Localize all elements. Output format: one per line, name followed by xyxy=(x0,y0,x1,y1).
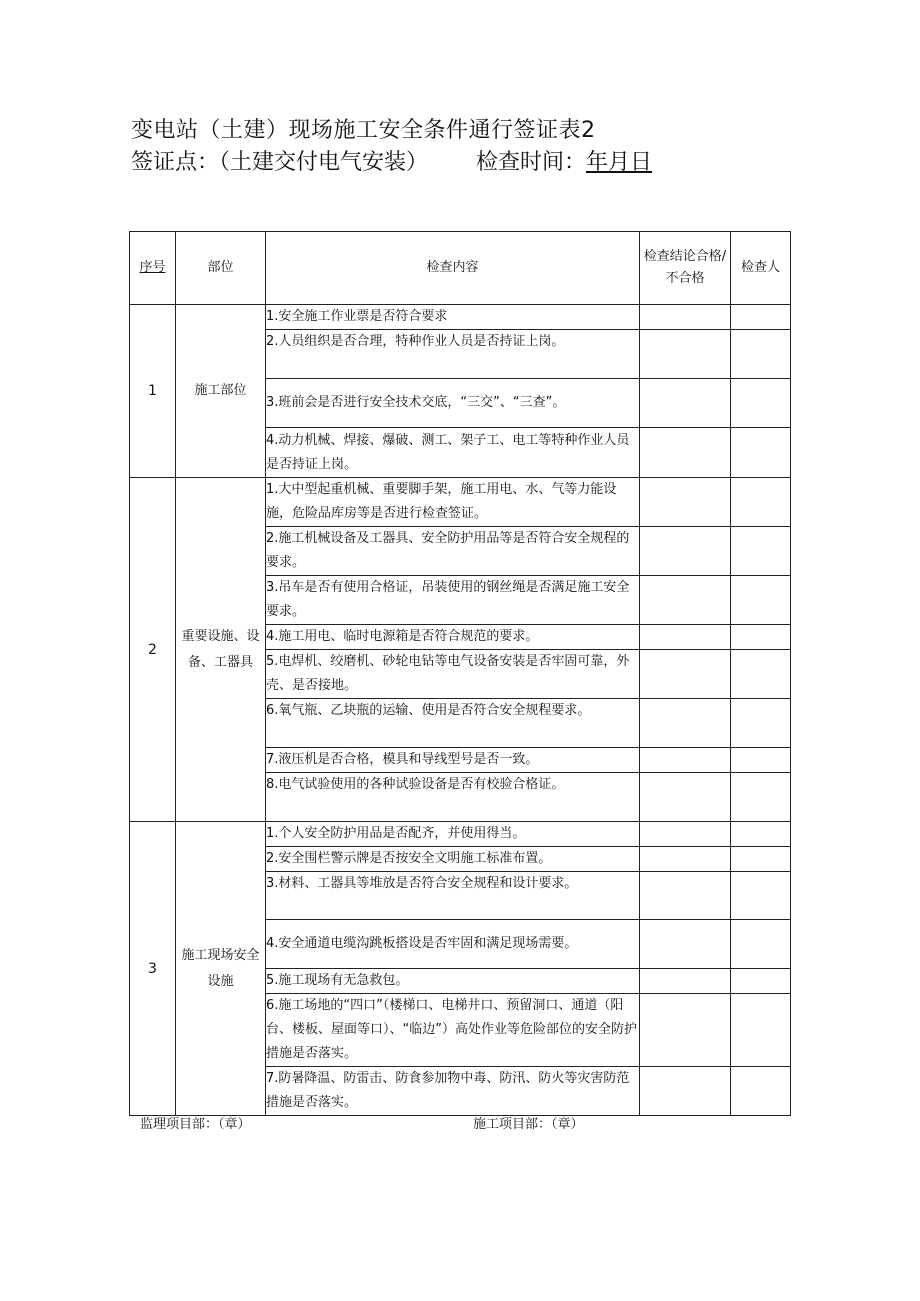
result-cell[interactable] xyxy=(640,625,731,650)
result-cell[interactable] xyxy=(640,773,731,822)
check-item: 1.个人安全防护用品是否配齐，并使用得当。 xyxy=(266,822,640,847)
check-item: 5.电焊机、绞磨机、砂轮电钻等电气设备安装是否牢固可靠，外壳、是否接地。 xyxy=(266,650,640,699)
group-seq: 2 xyxy=(130,478,176,822)
check-item: 8.电气试验使用的各种试验设备是否有校验合格证。 xyxy=(266,773,640,822)
table-row xyxy=(130,305,791,330)
inspector-cell[interactable] xyxy=(731,847,791,872)
result-cell[interactable] xyxy=(640,1067,731,1116)
header-inspector: 检查人 xyxy=(731,232,791,305)
header-content: 检查内容 xyxy=(266,232,640,305)
table-header-row xyxy=(130,232,791,305)
result-cell[interactable] xyxy=(640,847,731,872)
supervisor-signature: 监理项目部：（章） xyxy=(140,1117,251,1132)
check-item: 1.大中型起重机械、重要脚手架，施工用电、水、气等力能设施，危险品库房等是否进行检查签证。 xyxy=(266,478,640,527)
inspector-cell[interactable] xyxy=(731,330,791,379)
result-cell[interactable] xyxy=(640,576,731,625)
check-item: 5.施工现场有无急救包。 xyxy=(266,969,640,994)
inspector-cell[interactable] xyxy=(731,920,791,969)
inspector-cell[interactable] xyxy=(731,650,791,699)
result-cell[interactable] xyxy=(640,748,731,773)
table-row xyxy=(130,822,791,847)
check-item: 7.防暑降温、防雷击、防食参加物中毒、防汛、防火等灾害防范措施是否落实。 xyxy=(266,1067,640,1116)
inspection-table xyxy=(129,231,791,1116)
check-item: 2.人员组织是否合理，特种作业人员是否持证上岗。 xyxy=(266,330,640,379)
inspector-cell[interactable] xyxy=(731,478,791,527)
inspector-cell[interactable] xyxy=(731,305,791,330)
result-cell[interactable] xyxy=(640,969,731,994)
result-cell[interactable] xyxy=(640,822,731,847)
group-seq: 3 xyxy=(130,822,176,1116)
header-result: 检查结论合格/不合格 xyxy=(640,232,731,305)
group-part: 施工部位 xyxy=(176,305,266,478)
inspector-cell[interactable] xyxy=(731,773,791,822)
inspector-cell[interactable] xyxy=(731,994,791,1067)
check-item: 3.材料、工器具等堆放是否符合安全规程和设计要求。 xyxy=(266,872,640,920)
result-cell[interactable] xyxy=(640,478,731,527)
inspector-cell[interactable] xyxy=(731,527,791,576)
result-cell[interactable] xyxy=(640,920,731,969)
result-cell[interactable] xyxy=(640,527,731,576)
result-cell[interactable] xyxy=(640,379,731,428)
inspector-cell[interactable] xyxy=(731,1067,791,1116)
document-title: 变电站（土建）现场施工安全条件通行签证表2 xyxy=(131,118,596,143)
document-meta xyxy=(131,148,671,178)
result-cell[interactable] xyxy=(640,699,731,748)
check-item: 3.班前会是否进行安全技术交底，“三交”、“三查”。 xyxy=(266,379,640,428)
check-item: 1.安全施工作业票是否符合要求 xyxy=(266,305,640,330)
check-item: 3.吊车是否有使用合格证，吊装使用的钢丝绳是否满足施工安全要求。 xyxy=(266,576,640,625)
result-cell[interactable] xyxy=(640,994,731,1067)
result-cell[interactable] xyxy=(640,305,731,330)
result-cell[interactable] xyxy=(640,428,731,478)
check-item: 2.施工机械设备及工器具、安全防护用品等是否符合安全规程的要求。 xyxy=(266,527,640,576)
inspector-cell[interactable] xyxy=(731,576,791,625)
header-part: 部位 xyxy=(176,232,266,305)
check-item: 4.安全通道电缆沟跳板搭设是否牢固和满足现场需要。 xyxy=(266,920,640,969)
table-row xyxy=(130,478,791,527)
check-item: 6.氧气瓶、乙块瓶的运输、使用是否符合安全规程要求。 xyxy=(266,699,640,748)
inspector-cell[interactable] xyxy=(731,379,791,428)
result-cell[interactable] xyxy=(640,330,731,379)
inspection-date: 年月日 xyxy=(586,150,653,175)
inspection-time-label: 检查时间： xyxy=(476,150,587,175)
header-seq: 序号 xyxy=(130,232,176,305)
inspector-cell[interactable] xyxy=(731,872,791,920)
checkpoint-label: 签证点：（土建交付电气安装） xyxy=(131,150,429,175)
inspector-cell[interactable] xyxy=(731,625,791,650)
group-part: 重要设施、设备、工器具 xyxy=(176,478,266,822)
check-item: 7.液压机是否合格，模具和导线型号是否一致。 xyxy=(266,748,640,773)
check-item: 4.动力机械、焊接、爆破、测工、架子工、电工等特种作业人员是否持证上岗。 xyxy=(266,428,640,478)
group-part: 施工现场安全设施 xyxy=(176,822,266,1116)
inspector-cell[interactable] xyxy=(731,822,791,847)
check-item: 2.安全围栏警示牌是否按安全文明施工标准布置。 xyxy=(266,847,640,872)
construction-signature: 施工项目部：（章） xyxy=(473,1117,584,1132)
inspector-cell[interactable] xyxy=(731,699,791,748)
group-seq: 1 xyxy=(130,305,176,478)
inspector-cell[interactable] xyxy=(731,748,791,773)
inspector-cell[interactable] xyxy=(731,428,791,478)
inspector-cell[interactable] xyxy=(731,969,791,994)
check-item: 4.施工用电、临时电源箱是否符合规范的要求。 xyxy=(266,625,640,650)
result-cell[interactable] xyxy=(640,872,731,920)
result-cell[interactable] xyxy=(640,650,731,699)
check-item: 6.施工场地的“四口”（楼梯口、电梯井口、预留洞口、通道（阳台、楼板、屋面等口）、“临边”）高处作业等危险部位的安全防护措施是否落实。 xyxy=(266,994,640,1067)
